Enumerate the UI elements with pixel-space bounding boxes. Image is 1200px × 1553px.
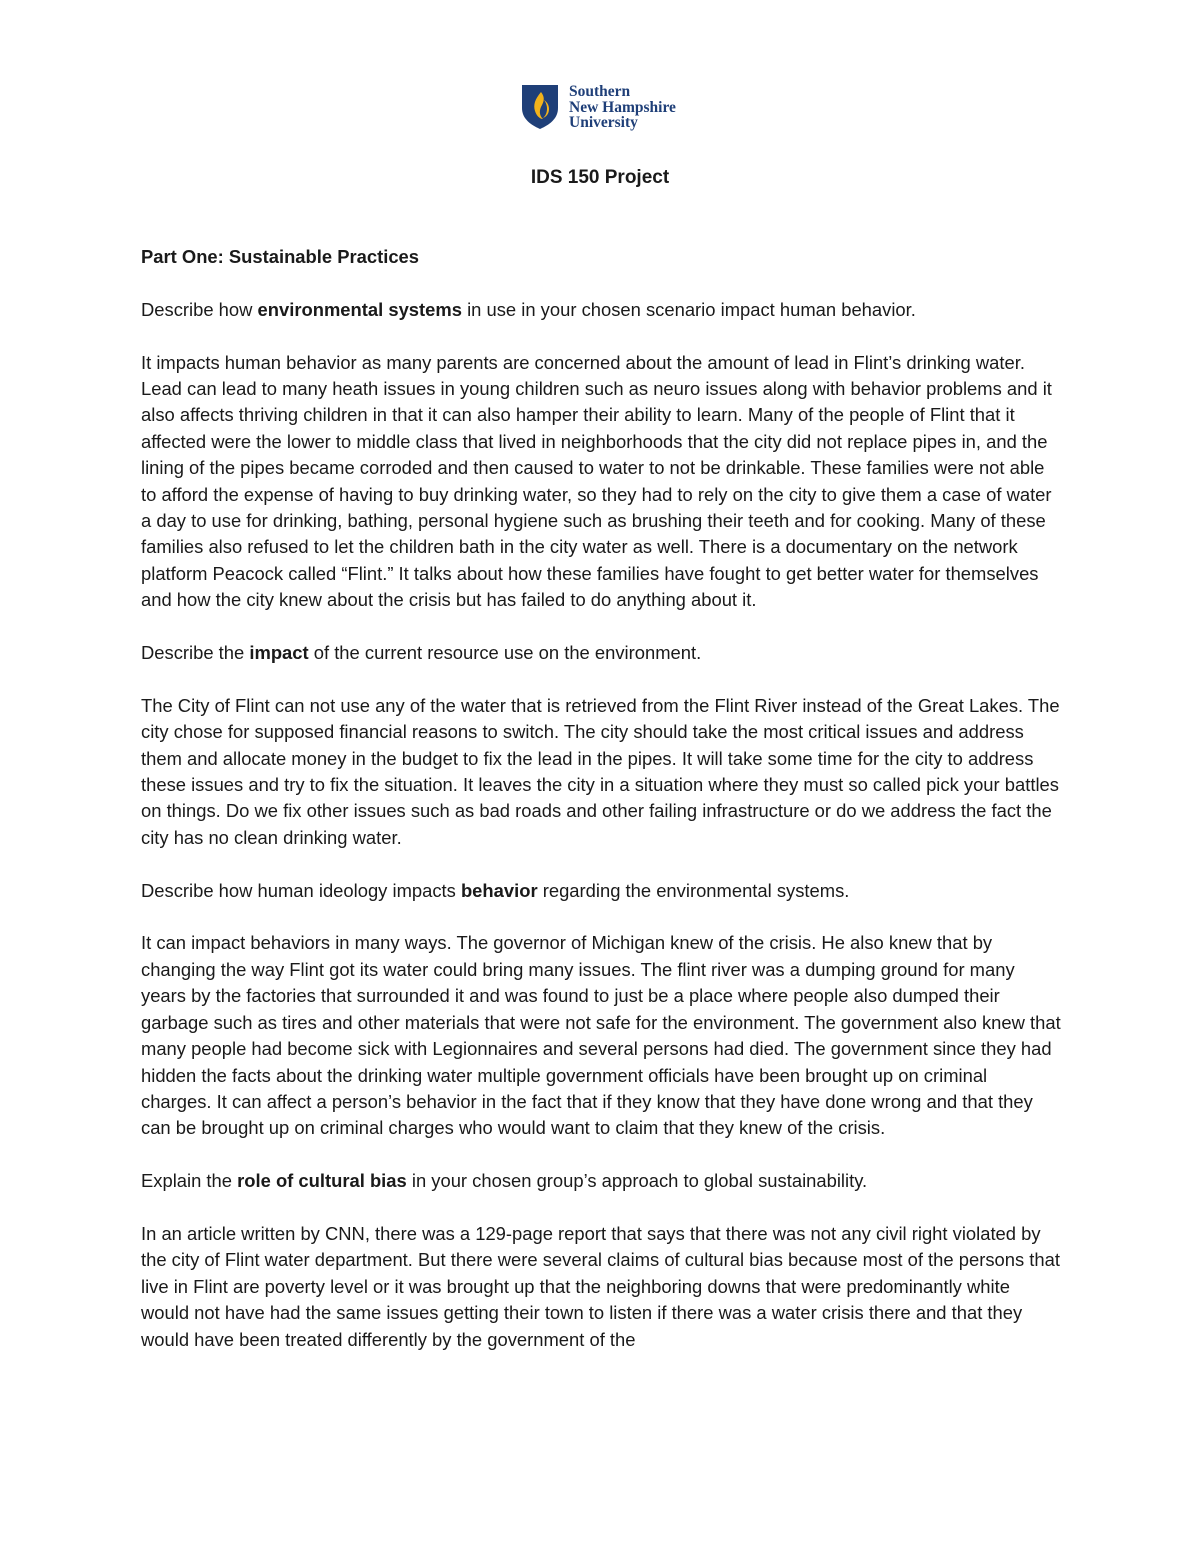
question-4-bold: role of cultural bias [237,1170,407,1192]
university-name [569,84,676,131]
question-4 [141,1168,1061,1194]
question-2 [141,640,1061,666]
answer-2: The City of Flint can not use any of the water that is retrieved from the Flint River instead of the Great Lakes. The city chose for supposed financial reasons to switch. The city should take the most critical issues and address them and allocate money in the budget to fix the lead in the pipes. It will take some time for the city to address these issues and try to fix the situation. It leaves the city in a situation where they must so called pick your battles on things. Do we fix other issues such as bad roads and other failing infrastructure or do we address the fact the city has no clean drinking water. [141,694,1060,848]
question-1 [141,297,1061,323]
question-3-post: regarding the environmental systems. [537,879,850,901]
university-logo [521,84,676,131]
question-2-pre: Describe the [141,642,250,664]
logo-line-3: University [569,114,638,131]
question-1-bold: environmental systems [257,298,462,320]
question-3 [141,878,1061,904]
document-title: IDS 150 Project [530,167,670,188]
question-2-bold: impact [249,642,309,664]
answer-4: In an article written by CNN, there was a 129-page report that says that there was not any civil right violated by the city of Flint water department. But there were several claims of cultural bias because most of the persons that live in Flint are poverty level or it was brought up that the neighboring downs that were predominantly white would not have had the same issues getting their town to listen if there was a water crisis there and that they would have been treated differently by the government of the [141,1222,1060,1350]
question-1-pre: Describe how [141,298,258,320]
question-4-pre: Explain the [141,1170,238,1192]
shield-flame-icon [521,84,559,130]
document-body [141,244,1061,1379]
logo-line-2: New Hampshire [569,98,676,116]
logo-line-1: Southern [569,83,631,100]
question-3-pre: Describe how human ideology impacts [141,879,461,901]
answer-3: It can impact behaviors in many ways. The governor of Michigan knew of the crisis. He also knew that by changing the way Flint got its water could bring many issues. The flint river was a dumping ground for many years by the factories that surrounded it and was found to just be a place where people also dumped their garbage such as tires and other materials that were not safe for the environment. The government also knew that many people had become sick with Legionnaires and several persons had died. The government since they had hidden the facts about the drinking water multiple government officials have been brought up on criminal charges. It can affect a person’s behavior in the fact that if they know that they have done wrong and that they can be brought up on criminal charges who would want to claim that they knew of the crisis. [141,932,1061,1139]
answer-1: It impacts human behavior as many parents are concerned about the amount of lead in Flint’s drinking water. Lead can lead to many heath issues in young children such as neuro issues along with behavior problems and it also affects thriving children in that it can also hamper their ability to learn. Many of the people of Flint that it affected were the lower to middle class that lived in neighborhoods that the city did not replace pipes in, and the lining of the pipes became corroded and then caused to water to not be drinkable. These families were not able to afford the expense of having to buy drinking water, so they had to rely on the city to give them a case of water a day to use for drinking, bathing, personal hygiene such as brushing their teeth and for cooking. Many of these families also refused to let the children bath in the city water as well. There is a documentary on the network platform Peacock called “Flint.” It talks about how these families have fought to get better water for themselves and how the city knew about the crisis but has failed to do anything about it. [141,351,1052,611]
question-2-post: of the current resource use on the environment. [308,642,702,664]
part-heading: Part One: Sustainable Practices [141,246,420,267]
question-4-post: in your chosen group’s approach to global sustainability. [406,1170,868,1192]
question-3-bold: behavior [460,879,538,901]
question-1-post: in use in your chosen scenario impact human behavior. [461,298,916,320]
